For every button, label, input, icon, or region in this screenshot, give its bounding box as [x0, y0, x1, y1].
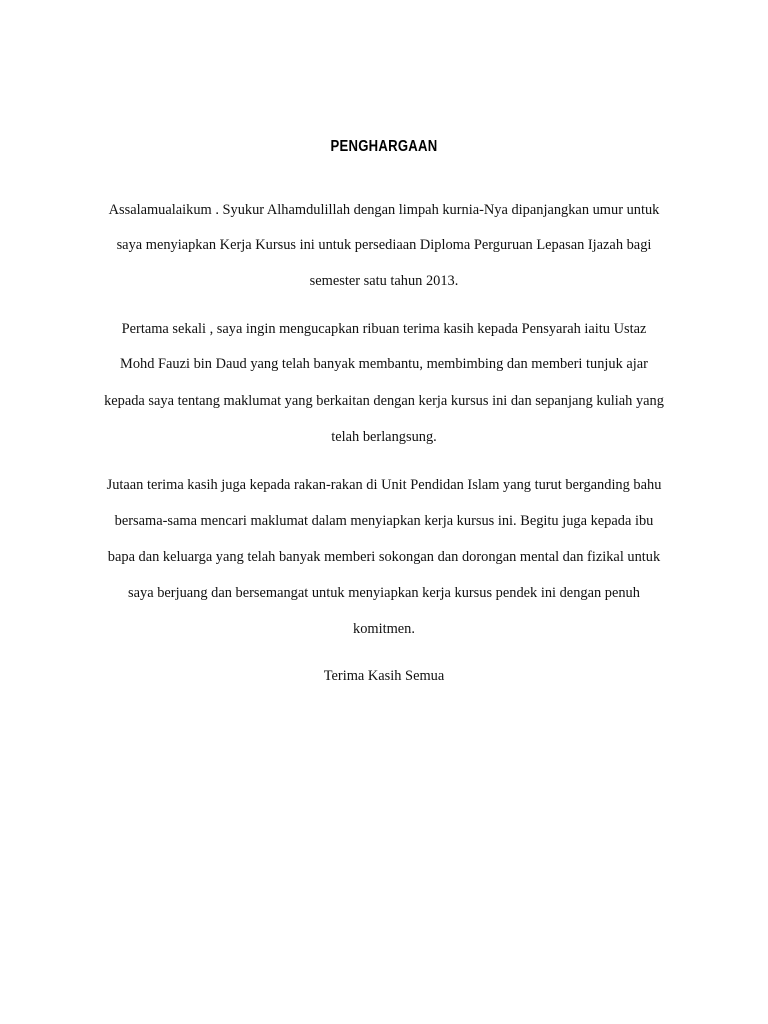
paragraph-1-line-3: semester satu tahun 2013. — [309, 273, 459, 289]
paragraph-3-line-5: komitmen. — [353, 621, 415, 637]
paragraph-3-line-4: saya berjuang dan bersemangat untuk menyiapkan kerja kursus pendek ini dengan penuh — [128, 585, 640, 601]
paragraph-1-line-2: saya menyiapkan Kerja Kursus ini untuk persediaan Diploma Perguruan Lepasan Ijazah bagi — [116, 237, 652, 253]
paragraph-3-line-2: bersama-sama mencari maklumat dalam menyiapkan kerja kursus ini. Begitu juga kepada ibu — [114, 513, 654, 529]
paragraph-3-line-1: Jutaan terima kasih juga kepada rakan-rakan di Unit Pendidan Islam yang turut berganding bahu — [106, 477, 662, 493]
paragraph-3-line-3: bapa dan keluarga yang telah banyak memberi sokongan dan dorongan mental dan fizikal untuk — [107, 549, 661, 565]
paragraph-2-line-2: Mohd Fauzi bin Daud yang telah banyak membantu, membimbing dan memberi tunjuk ajar — [120, 356, 648, 372]
paragraph-2-line-3: kepada saya tentang maklumat yang berkaitan dengan kerja kursus ini dan sepanjang kuliah yang — [104, 393, 664, 409]
paragraph-2-line-1: Pertama sekali , saya ingin mengucapkan ribuan terima kasih kepada Pensyarah iaitu Ustaz — [121, 321, 647, 337]
paragraph-2-line-4: telah berlangsung. — [331, 429, 437, 445]
closing-line: Terima Kasih Semua — [323, 668, 445, 684]
document-title: PENGHARGAAN — [330, 138, 438, 155]
paragraph-1-line-1: Assalamualaikum . Syukur Alhamdulillah dengan limpah kurnia-Nya dipanjangkan umur untuk — [108, 202, 660, 218]
